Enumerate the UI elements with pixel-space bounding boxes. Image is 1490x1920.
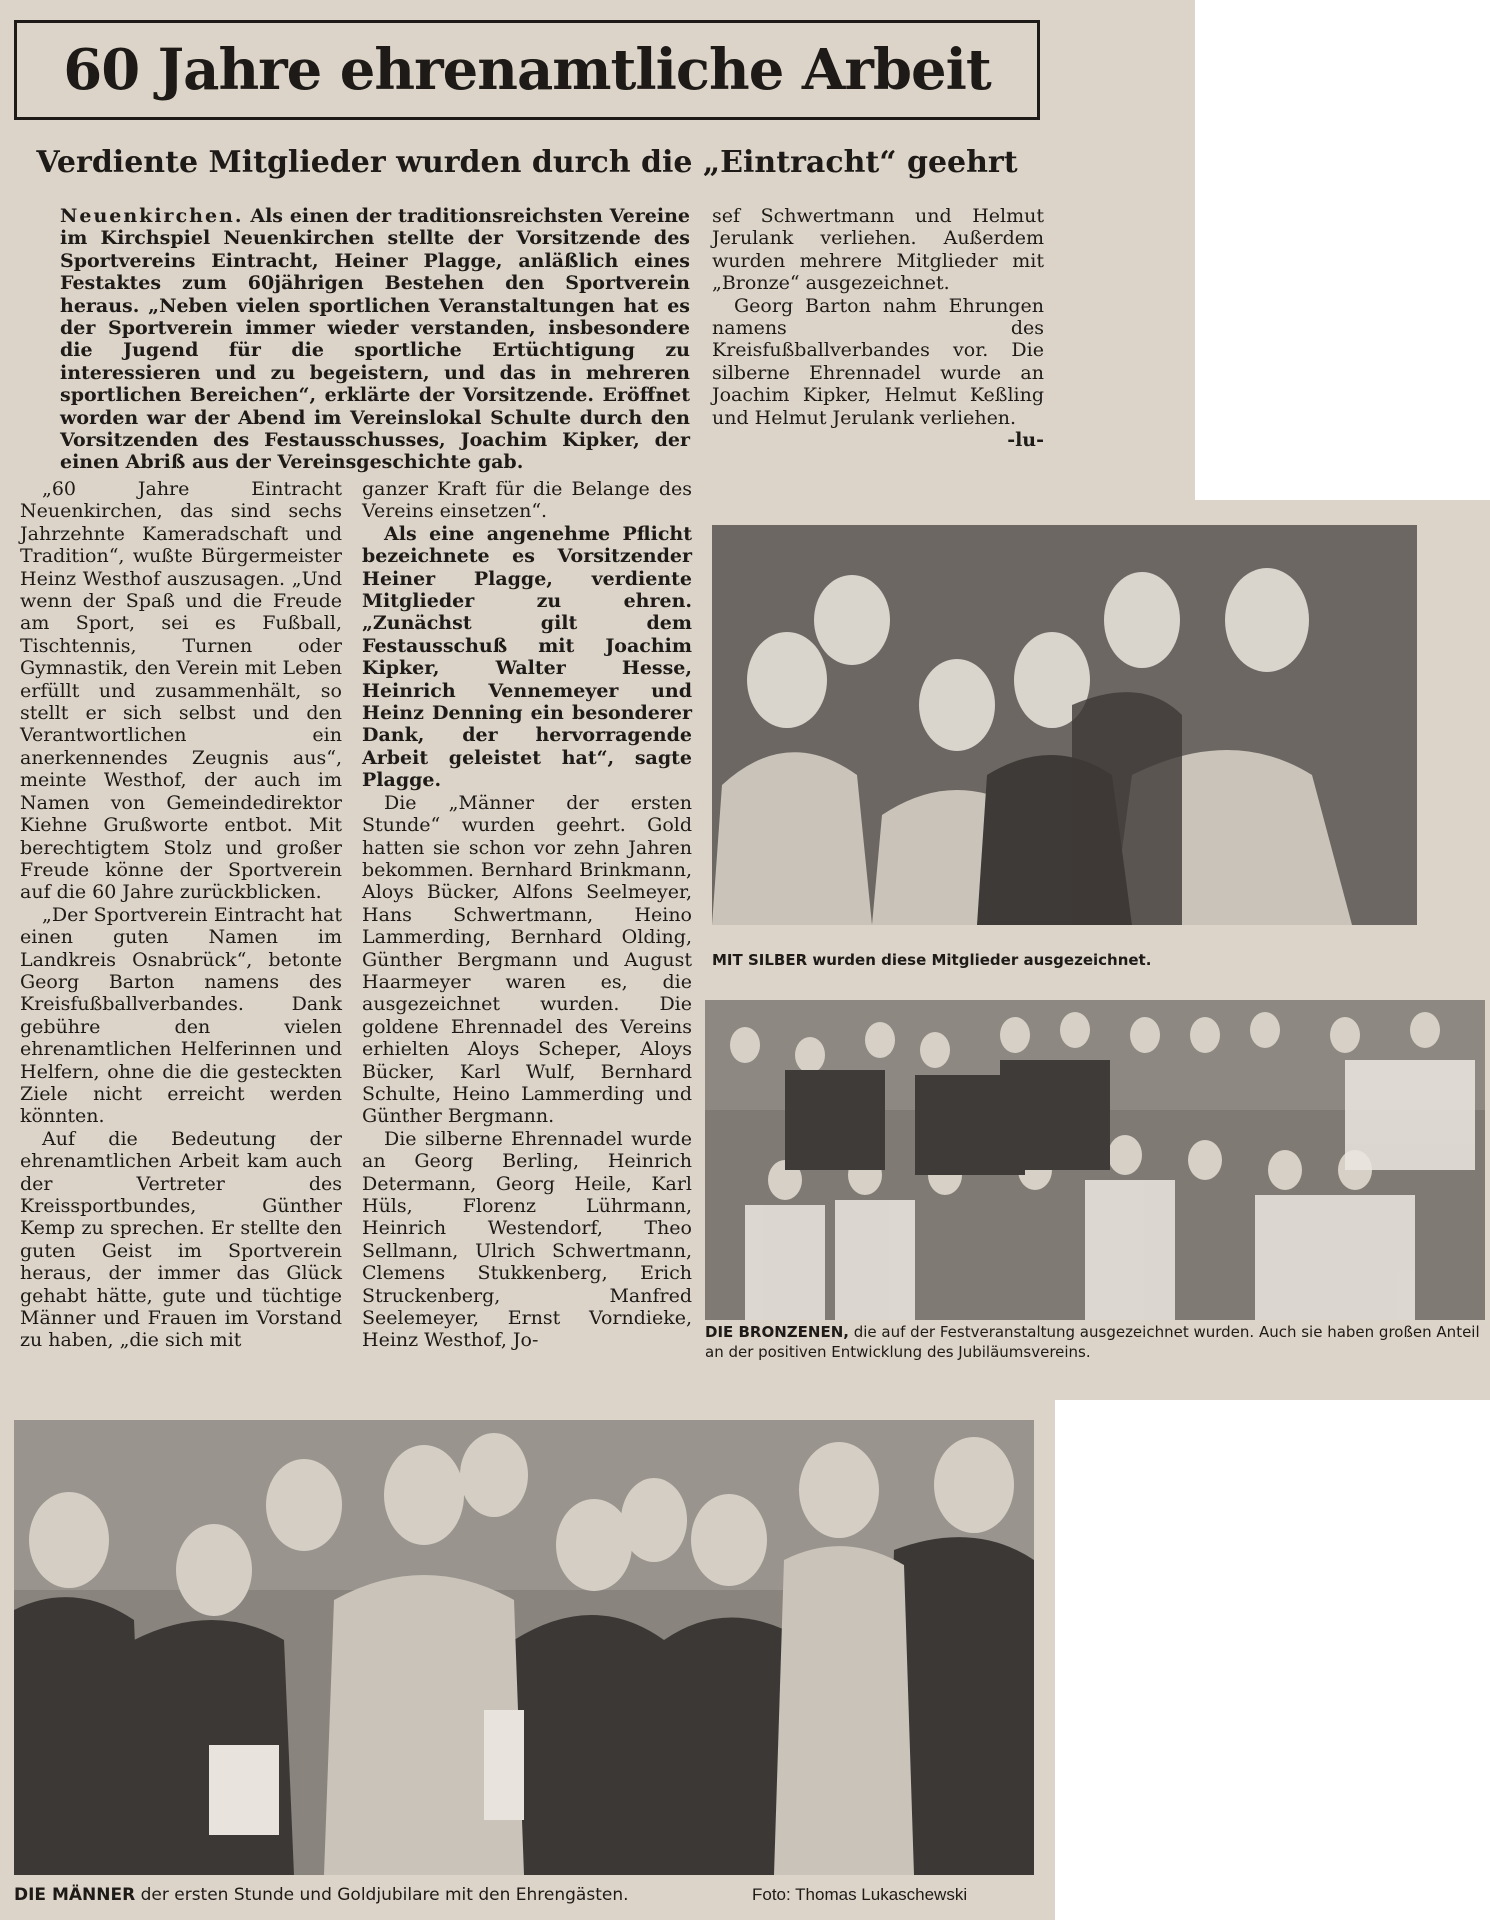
caption-bronze-text: die auf der Festveranstaltung ausgezeichnet wurden. Auch sie haben großen Anteil an der positiven Entwicklung des Jubiläumsvereins. [705,1323,1480,1361]
headline-frame [14,20,1040,120]
col2-paragraph-1: ganzer Kraft für die Belange des Vereins einsetzen“. [362,478,692,523]
headline: 60 Jahre ehrenamtliche Arbeit [63,37,991,103]
col2-paragraph-2: Als eine angenehme Pflicht bezeichnete es Vorsitzender Heiner Plagge, verdiente Mitglieder zu ehren. „Zunächst gilt dem Festausschuß mit Joachim Kipker, Walter Hesse, Heinrich Vennemeyer und Heinz Denning ein besonderer Dank, der hervorragende Arbeit geleistet hat“, sagte Plagge. [362,522,692,792]
col3-paragraph-1: sef Schwertmann und Helmut Jerulank verliehen. Außerdem wurden mehrere Mitglieder mit „Bronze“ ausgezeichnet. [712,205,1044,295]
subheadline: Verdiente Mitglieder wurden durch die „Eintracht“ geehrt [36,145,1018,180]
col1-paragraph-3: Auf die Bedeutung der ehrenamtlichen Arbeit kam auch der Vertreter des Kreissportbundes, Günther Kemp zu sprechen. Er stellte den guten Geist im Sportverein heraus, der immer das Glück gehabt hätte, gute und tüchtige Männer und Frauen im Vorstand zu haben, „die sich mit [20,1127,342,1352]
caption-silver-text: wurden diese Mitglieder ausgezeichnet. [807,951,1152,969]
col1-paragraph-1: „60 Jahre Eintracht Neuenkirchen, das sind sechs Jahrzehnte Kameradschaft und Tradition“, wußte Bürgermeister Heinz Westhof auszusagen. „Und wenn der Spaß und die Freude am Sport, sei es Fußball, Tischtennis, Turnen oder Gymnastik, den Verein mit Leben erfüllt und zusammenhält, so stellt er sich selbst und den Verantwortlichen ein anerkennendes Zeugnis aus“, meinte Westhof, der auch im Namen von Gemeindedirektor Kiehne Grußworte entbot. Mit berechtigtem Stolz und großer Freude könne der Sportverein auf die 60 Jahre zurückblicken. [20,478,342,904]
caption-men-lead: DIE MÄNNER [14,1885,136,1905]
photo-bronze-members [705,1000,1485,1320]
photo-men-first-hour [14,1420,1034,1875]
lead-paragraph [60,205,690,474]
column-3-top [712,205,1044,451]
caption-silver [712,950,1412,970]
column-2 [362,478,692,1352]
dateline: Neuenkirchen. [60,205,244,227]
col2-paragraph-3: Die „Männer der ersten Stunde“ wurden geehrt. Gold hatten sie schon vor zehn Jahren bekommen. Bernhard Brinkmann, Aloys Bücker, Alfons Seelmeyer, Hans Schwertmann, Heino Lammerding, Bernhard Olding, Günther Bergmann und August Haarmeyer waren es, die ausgezeichnet wurden. Die goldene Ehrennadel des Vereins erhielten Aloys Scheper, Aloys Bücker, Karl Wulf, Bernhard Schulte, Heino Lammerding und Günther Bergmann. [362,791,692,1128]
author-signature: -lu- [1007,429,1044,452]
column-1 [20,478,342,1352]
caption-silver-lead: MIT SILBER [712,951,808,969]
photo-silver-members [712,525,1417,925]
col3-paragraph-2: Georg Barton nahm Ehrungen namens des Kreisfußballverbandes vor. Die silberne Ehrennadel wurde an Joachim Kipker, Helmut Keßling und Helmut Jerulank verliehen. [712,294,1044,429]
col1-paragraph-2: „Der Sportverein Eintracht hat einen guten Namen im Landkreis Osnabrück“, betonte Georg Barton namens des Kreisfußballverbandes. Dank gebühre den vielen ehrenamtlichen Helferinnen und Helfern, ohne die die gesteckten Ziele nicht erreicht werden könnten. [20,903,342,1128]
lead-text: Als einen der traditionsreichsten Vereine im Kirchspiel Neuenkirchen stellte der Vorsitzende des Sportvereins Eintracht, Heiner Plagge, anläßlich eines Festaktes zum 60jährigen Bestehen den Sportverein heraus. „Neben vielen sportlichen Veranstaltungen hat es der Sportverein immer wieder verstanden, insbesondere die Jugend für die sportliche Ertüchtigung zu interessieren und zu begeistern, und das in mehreren sportlichen Bereichen“, erklärte der Vorsitzende. Eröffnet worden war der Abend im Vereinslokal Schulte durch den Vorsitzenden des Festausschusses, Joachim Kipker, der einen Abriß aus der Vereinsgeschichte gab. [60,205,690,474]
col2-paragraph-4: Die silberne Ehrennadel wurde an Georg Berling, Heinrich Determann, Georg Heile, Karl Hüls, Florenz Lührmann, Heinrich Westendorf, Theo Sellmann, Ulrich Schwertmann, Clemens Stukkenberg, Erich Struckenberg, Manfred Seelemeyer, Ernst Vorndieke, Heinz Westhof, Jo- [362,1127,692,1352]
caption-men-text: der ersten Stunde und Goldjubilare mit den Ehrengästen. [135,1885,629,1905]
caption-bronze-lead: DIE BRONZENEN, [705,1323,849,1341]
photo-credit: Foto: Thomas Lukaschewski [752,1885,968,1904]
caption-bronze [705,1322,1485,1362]
caption-men [14,1885,734,1905]
